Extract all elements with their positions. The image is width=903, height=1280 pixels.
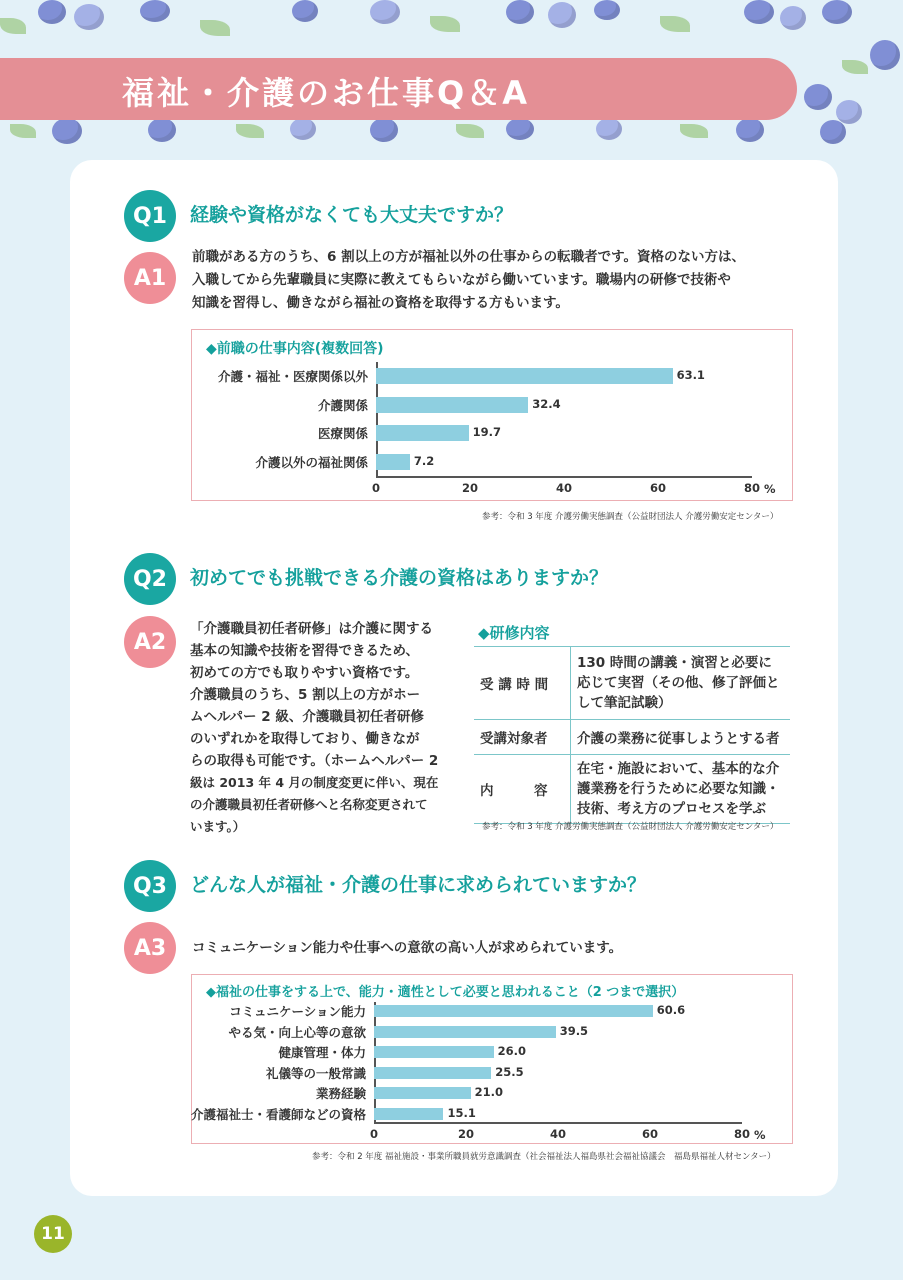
bar (376, 454, 410, 470)
data-label: 21.0 (474, 1085, 503, 1099)
a1-answer (192, 246, 802, 315)
a2-line: の介護職員初任者研修へと名称変更されて (190, 797, 428, 812)
a2-line: 初めての方でも取りやすい資格です。 (190, 665, 419, 681)
a2-answer (190, 618, 470, 838)
a2-line: います。） (190, 819, 246, 834)
chart1-title: ◆前職の仕事内容(複数回答) (206, 341, 384, 357)
category-label: 介護以外の福祉関係 (255, 454, 368, 470)
a2-line: 級は 2013 年 4 月の制度変更に伴い、現在 (190, 775, 439, 790)
tick-label: 80 (744, 481, 761, 495)
category-label: 介護・福祉・医療関係以外 (217, 369, 368, 384)
data-label: 25.5 (495, 1064, 524, 1079)
bar (374, 1087, 471, 1099)
axis-unit: % (754, 1128, 766, 1142)
table-row (474, 647, 790, 720)
category-label: 介護福祉士・看護師などの資格 (190, 1106, 366, 1122)
bar (374, 1046, 494, 1058)
table-row (474, 755, 790, 824)
bar (374, 1026, 556, 1038)
bar (374, 1005, 653, 1017)
a2-line: 基本の知識や技術を習得できるため、 (190, 643, 419, 659)
category-label: 健康管理・体力 (278, 1045, 366, 1060)
table-cell-label: 受講対象者 (474, 720, 571, 755)
data-label: 60.6 (656, 1003, 686, 1017)
axis-unit: % (764, 482, 776, 496)
a1-line: 知識を習得し、働きながら福祉の資格を取得する方もいます。 (192, 295, 569, 311)
q2-source: 参考：令和 3 年度 介護労働実態調査（公益財団法人 介護労働安定センター） (482, 822, 779, 832)
bar (374, 1067, 491, 1079)
category-label: 礼儀等の一般常識 (265, 1065, 366, 1081)
training-table (474, 646, 790, 824)
q3-badge: Q3 (124, 860, 176, 912)
table-cell-value: 介護の業務に従事しようとする者 (571, 720, 791, 755)
a2-badge: A2 (124, 616, 176, 668)
page-title: 福祉・介護のお仕事Q＆A (122, 74, 530, 112)
a2-line: 介護職員のうち、5 割以上の方がホー (190, 687, 421, 703)
q2-question: 初めてでも挑戦できる介護の資格はありますか？ (190, 567, 609, 589)
bar (374, 1108, 443, 1120)
a1-line: 前職がある方のうち、6 割以上の方が福祉以外の仕事からの転職者です。資格のない方は、 (192, 249, 746, 265)
a3-badge: A3 (124, 922, 176, 974)
category-label: コミュニケーション能力 (229, 1004, 366, 1019)
table-row (474, 720, 790, 755)
data-label: 19.7 (472, 425, 501, 439)
data-label: 26.0 (497, 1044, 526, 1058)
category-label: 介護関係 (317, 397, 368, 413)
tick-label: 40 (556, 481, 573, 495)
a2-line: らの取得も可能です。（ホームヘルパー 2 (190, 753, 439, 769)
tick-label: 60 (650, 481, 667, 495)
a2-line: 「介護職員初任者研修」は介護に関する (190, 621, 433, 637)
chart2-title: ◆福祉の仕事をする上で、能力・適性として必要と思われること（2 つまで選択） (206, 985, 685, 1000)
data-label: 7.2 (413, 453, 435, 468)
category-label: やる気・向上心等の意欲 (228, 1024, 366, 1040)
tick-label: 80 (734, 1127, 751, 1141)
table-cell-value: 130 時間の講義・演習と必要に応じて実習（その他、修了評価として筆記試験） (571, 647, 791, 720)
table-cell-label: 受 講 時 間 (474, 647, 571, 720)
tick-label: 0 (369, 1127, 378, 1141)
a3-answer (192, 937, 792, 960)
table-cell-label: 内 容 (474, 755, 571, 824)
training-table-title: ◆研修内容 (478, 624, 550, 642)
q1-source: 参考：令和 3 年度 介護労働実態調査（公益財団法人 介護労働安定センター） (482, 512, 779, 522)
page-number: 11 (34, 1215, 72, 1253)
category-label: 業務経験 (315, 1086, 366, 1101)
data-label: 32.4 (532, 396, 561, 411)
x-axis-line (376, 476, 752, 478)
data-label: 39.5 (559, 1023, 589, 1038)
tick-label: 0 (371, 481, 380, 495)
a3-line: コミュニケーション能力や仕事への意欲の高い人が求められています。 (192, 940, 623, 956)
a2-line: のいずれかを取得しており、働きなが (190, 731, 420, 747)
bar (376, 425, 469, 441)
x-axis-line (374, 1122, 742, 1124)
y-axis-line (374, 1002, 376, 1122)
q2-badge: Q2 (124, 553, 176, 605)
bar (376, 368, 673, 384)
tick-label: 60 (642, 1127, 659, 1141)
q3-source: 参考：令和 2 年度 福祉施設・事業所職員就労意識調査（社会福祉法人福島県社会福祉協議会 福島県福祉人材センター） (312, 1152, 776, 1162)
tick-label: 40 (550, 1127, 567, 1141)
category-label: 医療関係 (317, 426, 368, 441)
a2-line: ムヘルパー 2 級、介護職員初任者研修 (190, 709, 424, 725)
table-cell-value: 在宅・施設において、基本的な介護業務を行うために必要な知識・技術、考え方のプロセスを学ぶ (571, 755, 791, 824)
bar (376, 397, 528, 413)
data-label: 15.1 (447, 1105, 476, 1120)
q1-badge: Q1 (124, 190, 176, 242)
q1-question: 経験や資格がなくても大丈夫ですか？ (190, 204, 514, 226)
a1-badge: A1 (124, 252, 176, 304)
tick-label: 20 (458, 1127, 475, 1141)
a1-line: 入職してから先輩職員に実際に教えてもらいながら働いています。職場内の研修で技術や (192, 272, 731, 288)
data-label: 63.1 (676, 368, 705, 382)
tick-label: 20 (462, 481, 479, 495)
q3-question: どんな人が福祉・介護の仕事に求められていますか？ (190, 874, 647, 896)
